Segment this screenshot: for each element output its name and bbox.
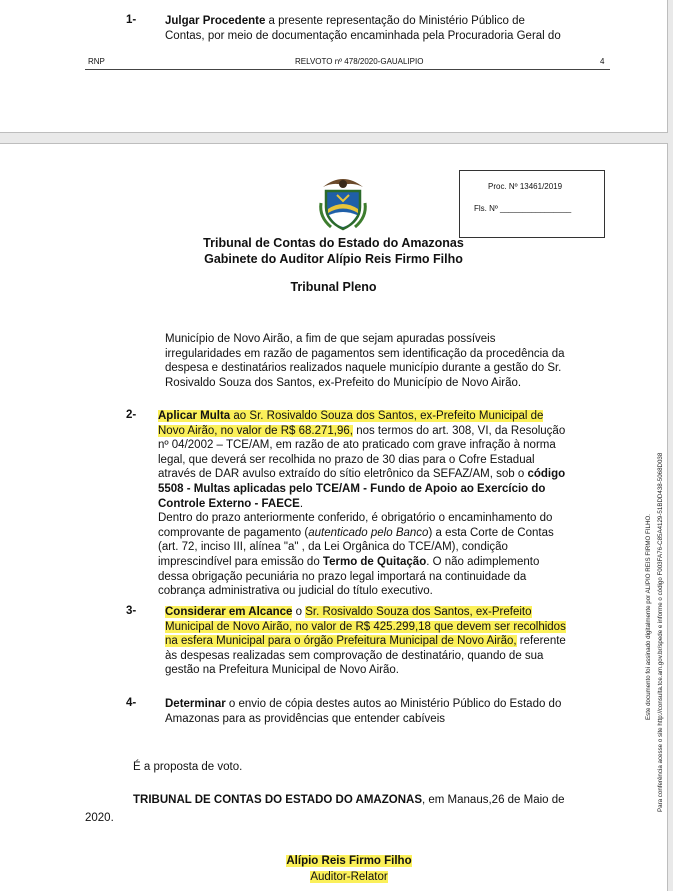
footer-page-number: 4	[600, 57, 605, 66]
amazonas-coat-of-arms-icon	[317, 173, 369, 233]
process-number: Proc. Nº 13461/2019	[488, 182, 563, 191]
footer-left: RNP	[88, 57, 105, 66]
signature-name: Alípio Reis Firmo Filho	[286, 855, 412, 867]
item-4-lead: Determinar	[165, 698, 226, 710]
header-line-2: Gabinete do Auditor Alípio Reis Firmo Filho	[204, 252, 463, 266]
item-4-text: Determinar o envio de cópia destes autos ao Ministério Público do Estado do Amazonas para as providências que entender cabíveis	[165, 698, 562, 725]
item-1-text	[165, 14, 597, 43]
footer-rule	[85, 69, 610, 70]
closing-year: 2020.	[85, 812, 114, 824]
item-4-number: 4-	[126, 697, 137, 709]
item-1-number: 1-	[126, 14, 137, 26]
item-2-lead: Aplicar Multa	[158, 410, 231, 422]
item-2-number: 2-	[126, 409, 137, 421]
item-3-lead: Considerar em Alcance	[165, 606, 293, 618]
signature-role: Auditor-Relator	[310, 871, 388, 883]
proposal-text: É a proposta de voto.	[133, 761, 243, 773]
item-1-line-2: Contas, por meio de documentação encaminhada pela Procuradoria Geral do	[165, 29, 561, 42]
process-number-box	[459, 170, 605, 238]
digital-signature-note: Este documento foi assinado digitalmente por ALIPIO REIS FIRMO FILHO.	[645, 514, 652, 720]
header-line-1: Tribunal de Contas do Estado do Amazonas	[203, 236, 464, 250]
closing-line: TRIBUNAL DE CONTAS DO ESTADO DO AMAZONAS, em Manaus,26 de Maio de	[133, 794, 565, 806]
subheader: Tribunal Pleno	[290, 280, 377, 294]
item-3-number: 3-	[126, 605, 137, 617]
item-2-text: Aplicar Multa ao Sr. Rosivaldo Souza dos Santos, ex-Prefeito Municipal de Novo Airão, no valor de R$ 68.271,96, nos termos do art. 308, VI, da Resolução nº 04/2002 – TCE/AM, em razão de ato praticado com grave infração à norma legal, que deverá ser recolhida no prazo de 30 dias para o Cofre Estadual através de DAR avulso extraído do sítio eletrônico da SEFAZ/AM, sob o código 5508 - Multas aplicadas pelo TCE/AM - Fundo de Apoio ao Exercício do Controle Externo - FAECE. Dentro do prazo anteriormente conferido, é obrigatório o encaminhamento do comprovante de pagamento (autenticado pelo Banco) a esta Corte de Contas (art. 72, inciso III, alínea "a" , da Lei Orgânica do TCE/AM), condição imprescindível para emissão do Termo de Quitação. O não adimplemento dessa obrigação pecuniária no prazo legal importará na continuidade da cobrança administrativa ou judicial do título executivo.	[158, 410, 566, 598]
item-1-line-1: Julgar Procedente a presente representação do Ministério Público de	[165, 15, 525, 27]
item-1-lead: Julgar Procedente	[165, 15, 266, 27]
verification-note: Para conferência acesse o site http://consulta.tce.am.gov.br/spede e informe o código F003FA76-C85A4129-51BDD438-5068D038	[657, 452, 664, 812]
continuation-paragraph: Município de Novo Airão, a fim de que sejam apuradas possíveis irregularidades em razão de pagamentos sem identificação da procedência da despesa e destinatários realizados naquele município durante a gestão do Sr. Rosivaldo Souza dos Santos, ex-Prefeito do Município de Novo Airão.	[165, 333, 565, 389]
previous-page	[0, 0, 668, 133]
sheet-number: Fls. Nº ________________	[474, 204, 572, 213]
current-page	[0, 143, 668, 891]
item-3-text: Considerar em Alcance o Sr. Rosivaldo Souza dos Santos, ex-Prefeito Municipal de Novo Airão, no valor de R$ 425.299,18 que devem ser recolhidos na esfera Municipal para o órgão Prefeitura Municipal de Novo Airão, referente às despesas realizadas sem comprovação de destinatário, quando de sua gestão na Prefeitura Municipal de Novo Airão.	[165, 606, 566, 677]
footer-center: RELVOTO nº 478/2020-GAUALIPIO	[295, 57, 424, 66]
